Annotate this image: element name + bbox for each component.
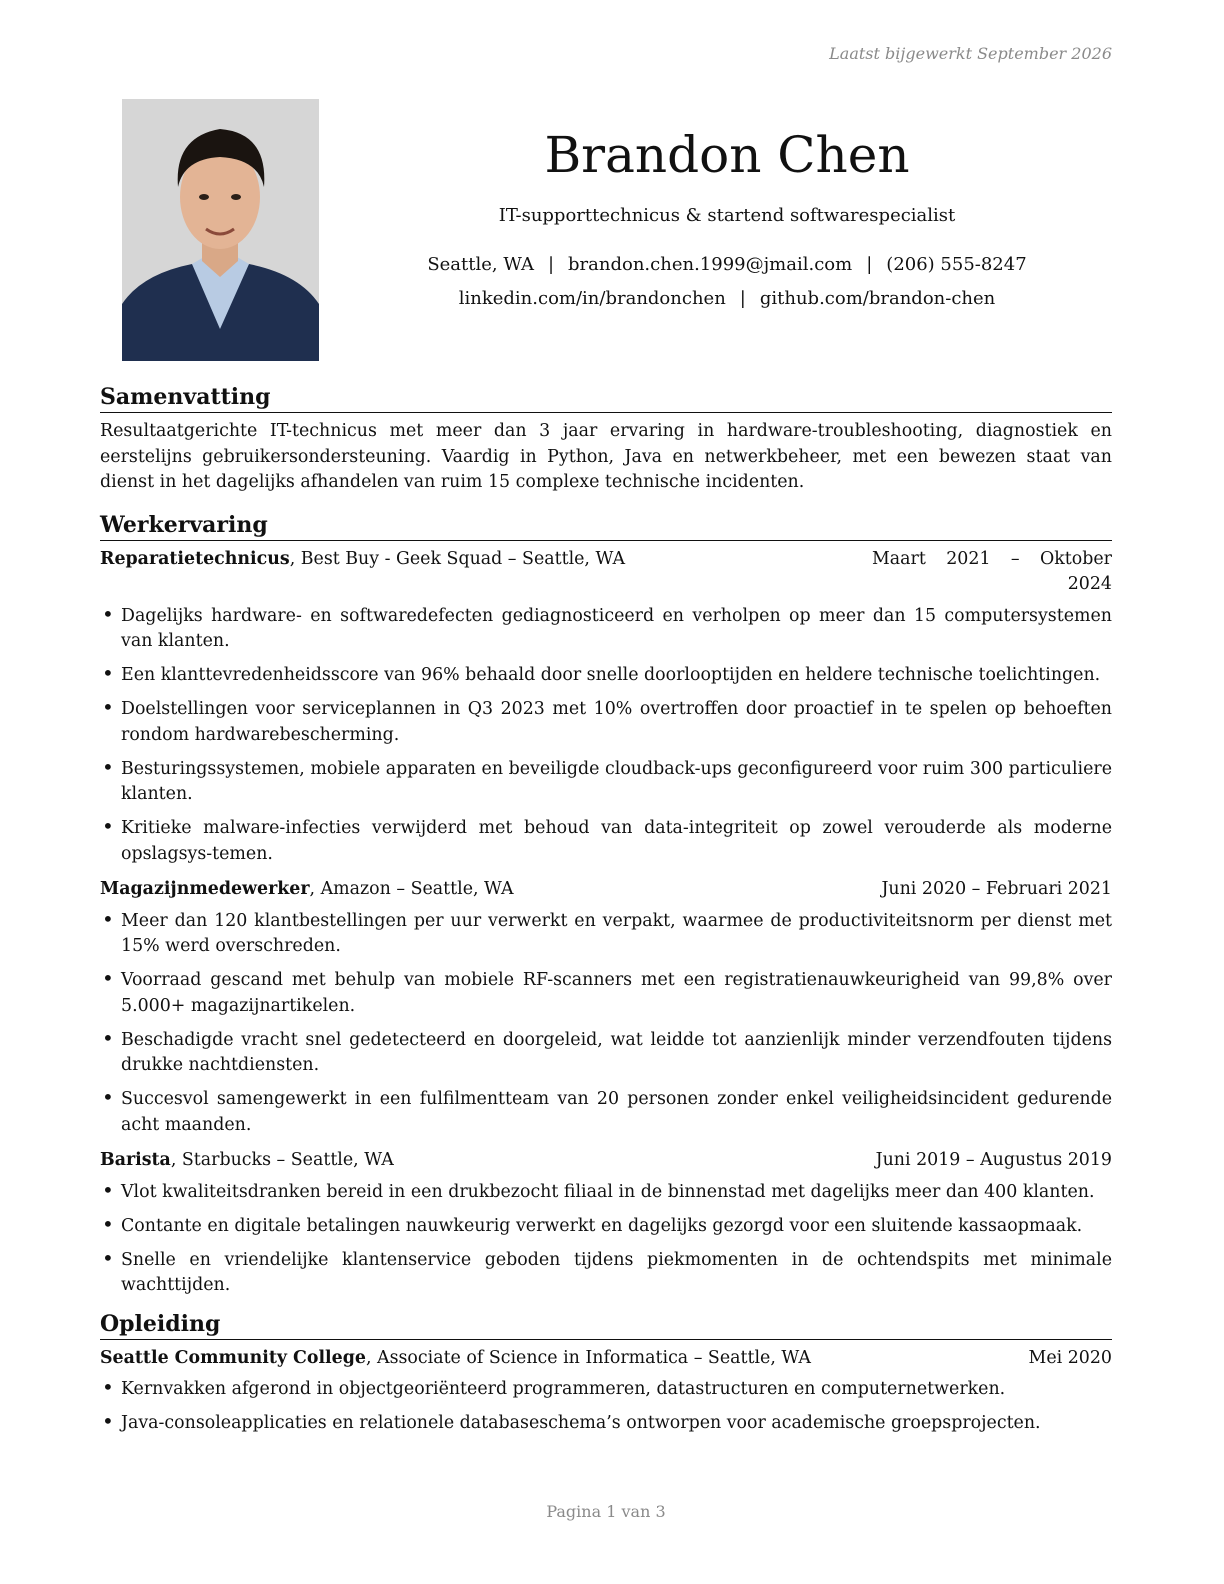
job-date: Maart 2021 – Oktober 2024 <box>872 548 1112 594</box>
candidate-name: Brandon Chen <box>544 126 910 184</box>
list-item: • Contante en digitale betalingen nauwkeurig verwerkt en dagelijks gezorgd voor een sluitende kassaopmaak. <box>100 1214 1112 1240</box>
profile-photo <box>122 99 319 361</box>
section-title-summary: Samenvatting <box>100 382 1112 413</box>
section-title-education: Opleiding <box>100 1309 1112 1340</box>
linkedin-link[interactable]: linkedin.com/in/brandonchen <box>458 288 726 309</box>
job-entry <box>100 547 1112 868</box>
list-item: • Meer dan 120 klantbestellingen per uur verwerkt en verpakt, waarmee de productiviteitsnorm per dienst met 15% werd overschreden. <box>100 909 1112 960</box>
location: Seattle, WA <box>427 254 534 275</box>
job-bullets <box>100 604 1112 868</box>
email-link[interactable]: brandon.chen.1999@jmail.com <box>568 254 853 275</box>
contact-line-1 <box>330 248 1124 282</box>
job-role: Reparatietechnicus <box>100 548 290 569</box>
list-item: • Voorraad gescand met behulp van mobiele RF-scanners met een registratienauwkeurigheid van 99,8% over 5.000+ magazijnartikelen. <box>100 968 1112 1019</box>
list-item: • Een klanttevredenheidsscore van 96% behaald door snelle doorlooptijden en heldere technische toelichtingen. <box>100 663 1112 689</box>
job-title-line <box>100 877 514 903</box>
job-header <box>100 1148 1112 1174</box>
education-entry <box>100 1346 1112 1437</box>
job-date: Juni 2020 – Februari 2021 <box>881 879 1112 899</box>
job-date: Juni 2019 – Augustus 2019 <box>875 1150 1112 1170</box>
list-item: • Kritieke malware-infecties verwijderd met behoud van data-integriteit op zowel verouderde als moderne opslagsys-temen. <box>100 816 1112 867</box>
education-header <box>100 1346 1112 1372</box>
contact-info <box>330 248 1124 316</box>
separator: | <box>866 254 873 275</box>
degree: , Associate of Science in Informatica – Seattle, WA <box>365 1347 811 1368</box>
education-date: Mei 2020 <box>1028 1347 1112 1368</box>
page-number: Pagina 1 van 3 <box>546 1502 666 1521</box>
list-item: • Besturingssystemen, mobiele apparaten en beveiligde cloudback-ups geconfigureerd voor ruim 300 particuliere klanten. <box>100 757 1112 808</box>
job-title-line <box>100 547 625 598</box>
last-updated: Laatst bijgewerkt September 2026 <box>829 44 1112 63</box>
school-name: Seattle Community College <box>100 1347 366 1368</box>
resume-header <box>330 125 1124 316</box>
job-org: , Best Buy - Geek Squad – Seattle, WA <box>289 548 626 569</box>
list-item: • Doelstellingen voor serviceplannen in Q3 2023 met 10% overtroffen door proactief in te spelen op behoeften rondom hardwarebescherming. <box>100 697 1112 748</box>
list-item: • Kernvakken afgerond in objectgeoriënteerd programmeren, datastructuren en computernetwerken. <box>100 1377 1112 1403</box>
candidate-tagline: IT-supporttechnicus & startend softwarespecialist <box>498 205 956 226</box>
job-role: Barista <box>100 1150 171 1170</box>
list-item: • Vlot kwaliteitsdranken bereid in een drukbezocht filiaal in de binnenstad met dagelijks meer dan 400 klanten. <box>100 1180 1112 1206</box>
job-header <box>100 547 1112 598</box>
job-bullets <box>100 909 1112 1139</box>
resume-body <box>100 382 1112 1447</box>
summary-text: Resultaatgerichte IT-technicus met meer dan 3 jaar ervaring in hardware-troubleshooting, diagnostiek en eerstelijns gebruikersondersteuning. Vaardig in Python, Java en netwerkbeheer, met een bewezen staat van dienst in het dagelijks afhandelen van ruim 15 complexe technische incidenten. <box>100 421 1112 492</box>
separator: | <box>547 254 555 275</box>
list-item: • Snelle en vriendelijke klantenservice geboden tijdens piekmomenten in de ochtendspits met minimale wachttijden. <box>100 1248 1112 1299</box>
portrait-image <box>122 99 319 361</box>
list-item: • Succesvol samengewerkt in een fulfilmentteam van 20 personen zonder enkel veiligheidsincident gedurende acht maanden. <box>100 1087 1112 1138</box>
list-item: • Dagelijks hardware- en softwaredefecten gediagnosticeerd en verholpen op meer dan 15 computersystemen van klanten. <box>100 604 1112 655</box>
separator: | <box>739 288 746 309</box>
job-entry <box>100 877 1112 1138</box>
job-bullets <box>100 1180 1112 1299</box>
section-title-experience: Werkervaring <box>100 510 1112 541</box>
job-title-line <box>100 1148 394 1174</box>
list-item: • Beschadigde vracht snel gedetecteerd en doorgeleid, wat leidde tot aanzienlijk minder verzendfouten tijdens drukke nachtdiensten. <box>100 1028 1112 1079</box>
job-org: , Starbucks – Seattle, WA <box>170 1150 394 1170</box>
github-link[interactable]: github.com/brandon-chen <box>759 288 996 309</box>
contact-line-2 <box>330 282 1124 316</box>
job-header <box>100 877 1112 903</box>
job-role: Magazijnmedewerker <box>100 879 310 899</box>
education-title-line <box>100 1346 811 1372</box>
education-bullets <box>100 1377 1112 1437</box>
job-entry <box>100 1148 1112 1299</box>
job-org: , Amazon – Seattle, WA <box>309 879 514 899</box>
list-item: • Java-consoleapplicaties en relationele databaseschema’s ontworpen voor academische groepsprojecten. <box>100 1411 1112 1437</box>
phone-number[interactable]: (206) 555-8247 <box>886 254 1027 275</box>
